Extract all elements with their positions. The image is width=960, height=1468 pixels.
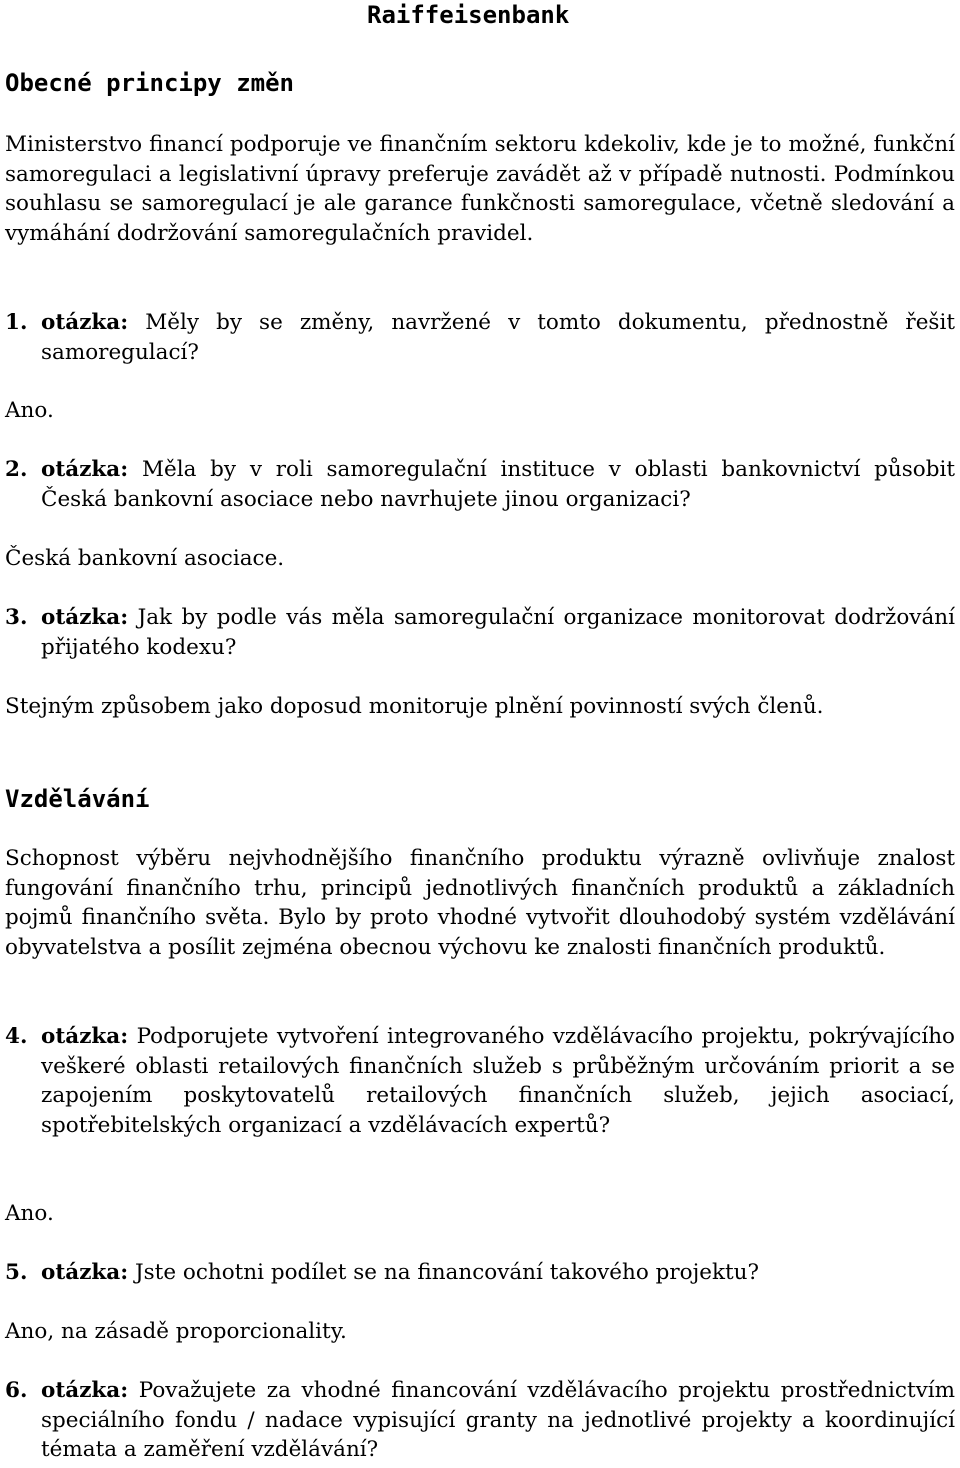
question-label: otázka: bbox=[41, 605, 129, 630]
section-title-principles: Obecné principy změn bbox=[5, 69, 294, 97]
question-label: otázka: bbox=[41, 310, 129, 335]
question-label: otázka: bbox=[41, 457, 129, 482]
bank-name: Raiffeisenbank bbox=[367, 1, 570, 29]
question-2 bbox=[5, 455, 955, 514]
section-title-education: Vzdělávání bbox=[5, 785, 150, 813]
principles-paragraph: Ministerstvo financí podporuje ve finančním sektoru kdekoliv, kde je to možné, funkční samoregulaci a legislativní úpravy preferuje zavádět až v případě nutnosti. Podmínkou souhlasu se samoregulací je ale garance funkčnosti samoregulace, včetně sledování a vymáhání dodržování samoregulačních pravidel. bbox=[5, 132, 955, 246]
question-number: 6. bbox=[5, 1378, 28, 1403]
question-number: 3. bbox=[5, 605, 28, 630]
question-3 bbox=[5, 603, 955, 662]
question-label: otázka: bbox=[41, 1260, 129, 1285]
answer-1: Ano. bbox=[5, 398, 54, 423]
question-5 bbox=[5, 1258, 955, 1288]
question-text: Měly by se změny, navržené v tomto dokumentu, přednostně řešit samoregulací? bbox=[41, 310, 955, 365]
question-text: Jak by podle vás měla samoregulační organizace monitorovat dodržování přijatého kodexu? bbox=[41, 605, 955, 660]
education-paragraph: Schopnost výběru nejvhodnějšího finančního produktu výrazně ovlivňuje znalost fungování finančního trhu, principů jednotlivých finančních produktů a základních pojmů finančního světa. Bylo by proto vhodné vytvořit dlouhodobý systém vzdělávání obyvatelstva a posílit zejména obecnou výchovu ke znalosti finančních produktů. bbox=[5, 846, 955, 960]
question-1 bbox=[5, 308, 955, 367]
answer-2: Česká bankovní asociace. bbox=[5, 546, 285, 571]
question-label: otázka: bbox=[41, 1024, 129, 1049]
question-text: Měla by v roli samoregulační instituce v oblasti bankovnictví působit Česká bankovní asociace nebo navrhujete jinou organizaci? bbox=[41, 457, 955, 512]
question-text: Považujete za vhodné financování vzdělávacího projektu prostřednictvím speciálního fondu / nadace vypisující granty na jednotlivé projekty a koordinující témata a zaměření vzdělávání? bbox=[41, 1378, 955, 1463]
question-4 bbox=[5, 1022, 955, 1140]
question-number: 4. bbox=[5, 1024, 28, 1049]
question-label: otázka: bbox=[41, 1378, 129, 1403]
answer-4: Ano. bbox=[5, 1201, 54, 1226]
question-text: Jste ochotni podílet se na financování takového projektu? bbox=[128, 1260, 760, 1285]
question-number: 5. bbox=[5, 1260, 28, 1285]
question-6 bbox=[5, 1376, 955, 1465]
question-number: 2. bbox=[5, 457, 28, 482]
question-text: Podporujete vytvoření integrovaného vzdělávacího projektu, pokrývajícího veškeré oblasti retailových finančních služeb s průběžným určováním priorit a se zapojením poskytovatelů retailových finančních služeb, jejich asociací, spotřebitelských organizací a vzdělávacích expertů? bbox=[41, 1024, 955, 1138]
answer-3: Stejným způsobem jako doposud monitoruje plnění povinností svých členů. bbox=[5, 694, 824, 719]
answer-5: Ano, na zásadě proporcionality. bbox=[5, 1319, 347, 1344]
question-number: 1. bbox=[5, 310, 28, 335]
